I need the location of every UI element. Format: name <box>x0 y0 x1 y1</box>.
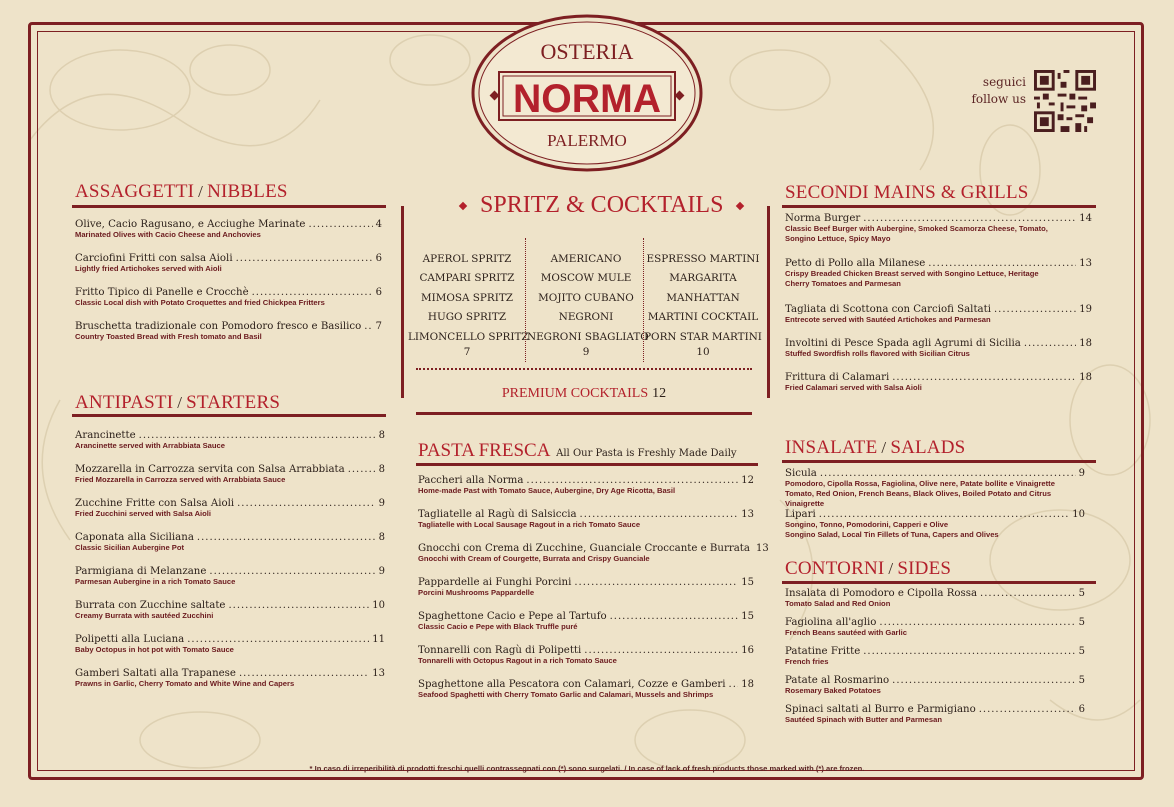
cocktail-name: MARGARITA <box>669 272 737 285</box>
leader-dots <box>892 675 1075 686</box>
item-name: Spaghettone alla Pescatora con Calamari, Cozze e Gamberi <box>418 679 726 690</box>
menu-item <box>75 219 382 240</box>
item-name: Lipari <box>785 509 816 520</box>
menu-item <box>75 430 385 451</box>
cocktail-name: ESPRESSO MARTINI <box>646 253 760 265</box>
cocktail-name: MOJITO CUBANO <box>538 291 634 304</box>
item-price: 8 <box>378 464 385 475</box>
mains-rule <box>782 205 1096 208</box>
footnote: * In caso di irreperibilità di prodotti freschi quelli contrassegnati con (*) sono surgelati. / In case of lack of fresh products those marked with (*) are frozen. <box>309 764 865 773</box>
item-price: 19 <box>1079 304 1092 315</box>
cocktails-heading: SPRITZ & COCKTAILS <box>446 192 734 219</box>
menu-item <box>75 253 382 274</box>
item-price: 9 <box>378 498 385 509</box>
menu-item <box>418 679 754 700</box>
item-price: 6 <box>375 287 382 298</box>
item-name: Patate al Rosmarino <box>785 675 890 686</box>
menu-item <box>418 577 754 598</box>
item-name: Sicula <box>785 468 817 479</box>
cocktail-name: MOSCOW MULE <box>540 272 632 285</box>
cocktails-bottom-rule <box>416 412 752 415</box>
item-price: 5 <box>1078 617 1085 628</box>
item-description: Songino Salad, Local Tin Fillets of Tuna, Capers and Olives <box>785 530 999 539</box>
item-price: 5 <box>1078 675 1085 686</box>
item-description: Home-made Past with Tomato Sauce, Aubergine, Dry Age Ricotta, Basil <box>418 486 676 495</box>
item-description: Creamy Burrata with sautéed Zucchini <box>75 611 214 620</box>
item-name: Tonnarelli con Ragù di Polipetti <box>418 645 582 656</box>
cocktail-name: APEROL SPRITZ <box>422 253 512 265</box>
item-description: Stuffed Swordfish rolls flavored with Sicilian Citrus <box>785 349 970 358</box>
social-label-it: seguici <box>982 75 1026 89</box>
cocktail-name: PORN STAR MARTINI <box>644 330 762 343</box>
item-description: Prawns in Garlic, Cherry Tomato and White Wine and Capers <box>75 679 295 688</box>
item-price: 10 <box>372 600 385 611</box>
item-price: 5 <box>1078 646 1085 657</box>
cocktails-column-3 <box>644 250 762 347</box>
cocktail-name: LIMONCELLO SPRITZ <box>408 330 529 343</box>
item-price: 12 <box>741 475 754 486</box>
cocktail-name: AMERICANO <box>550 253 622 265</box>
leader-dots <box>236 253 373 264</box>
item-name: Gamberi Saltati alla Trapanese <box>75 668 236 679</box>
item-name: Gnocchi con Crema di Zucchine, Guanciale Croccante e Burrata <box>418 543 750 554</box>
diamond-icon <box>459 202 467 210</box>
leader-dots <box>308 219 372 230</box>
menu-item <box>75 532 385 553</box>
item-price: 13 <box>741 509 754 520</box>
item-price: 11 <box>372 634 385 645</box>
item-description: Classic Local dish with Potato Croquettes and fried Chickpea Fritters <box>75 298 325 307</box>
menu-item <box>418 645 754 666</box>
leader-dots <box>348 464 376 475</box>
social-qr-block <box>966 70 1098 134</box>
leader-dots <box>139 430 376 441</box>
item-description: Sautéed Spinach with Butter and Parmesan <box>785 715 942 724</box>
item-description: Entrecote served with Sautéed Artichokes and Parmesan <box>785 315 991 324</box>
cocktail-name: MIMOSA SPRITZ <box>420 291 513 304</box>
leader-dots <box>729 679 739 690</box>
item-price: 9 <box>1078 468 1085 479</box>
menu-item <box>785 646 1085 667</box>
item-price: 18 <box>1079 372 1092 383</box>
item-description: Fried Mozzarella in Carrozza served with Arrabbiata Sauce <box>75 475 286 484</box>
item-description: Porcini Mushrooms Pappardelle <box>418 588 535 597</box>
leader-dots <box>863 646 1075 657</box>
nibbles-heading: ASSAGGETTI / NIBBLES <box>75 181 288 202</box>
leader-dots <box>863 213 1076 224</box>
leader-dots <box>580 509 739 520</box>
item-price: 13 <box>1079 258 1092 269</box>
osteria-norma-logo <box>471 14 703 172</box>
item-description: Arancinette served with Arrabbiata Sauce <box>75 441 225 450</box>
item-price: 6 <box>375 253 382 264</box>
item-name: Fritto Tipico di Panelle e Crocchè <box>75 287 249 298</box>
pasta-heading: PASTA FRESCA All Our Pasta is Freshly Made Daily <box>418 440 737 461</box>
starters-rule <box>72 414 386 417</box>
item-name: Insalata di Pomodoro e Cipolla Rossa <box>785 588 978 599</box>
leader-dots <box>820 468 1076 479</box>
cocktails-dotted-rule <box>416 368 752 370</box>
leader-dots <box>819 509 1070 520</box>
item-description: Lightly fried Artichokes served with Aioli <box>75 264 222 273</box>
item-name: Mozzarella in Carrozza servita con Salsa Arrabbiata <box>75 464 345 475</box>
svg-text:OSTERIA: OSTERIA <box>540 39 634 64</box>
item-name: Paccheri alla Norma <box>418 475 524 486</box>
cocktail-name: MARTINI COCKTAIL <box>647 311 759 324</box>
leader-dots <box>980 588 1076 599</box>
cocktails-column-1 <box>408 250 529 347</box>
item-price: 4 <box>375 219 382 230</box>
svg-text:PALERMO: PALERMO <box>547 131 627 150</box>
item-name: Burrata con Zucchine saltate <box>75 600 226 611</box>
leader-dots <box>187 634 369 645</box>
leader-dots <box>209 566 375 577</box>
item-price: 8 <box>378 532 385 543</box>
item-name: Zucchine Fritte con Salsa Aioli <box>75 498 235 509</box>
item-description: French Beans sautéed with Garlic <box>785 628 907 637</box>
item-price: 5 <box>1078 588 1085 599</box>
menu-item <box>785 338 1092 359</box>
menu-item <box>785 304 1092 325</box>
item-name: Involtini di Pesce Spada agli Agrumi di Sicilia <box>785 338 1021 349</box>
cocktails-price-2: 9 <box>582 346 590 358</box>
menu-item <box>785 588 1085 609</box>
leader-dots <box>364 321 372 332</box>
item-price: 14 <box>1079 213 1092 224</box>
qr-code-icon[interactable] <box>1034 70 1096 132</box>
menu-item <box>75 321 382 342</box>
item-description: Parmesan Aubergine in a rich Tomato Sauce <box>75 577 236 586</box>
item-description: Country Toasted Bread with Fresh tomato and Basil <box>75 332 262 341</box>
item-description: Seafood Spaghetti with Cherry Tomato Garlic and Calamari, Mussels and Shrimps <box>418 690 714 699</box>
cocktails-divider <box>525 238 526 362</box>
menu-item <box>418 475 754 496</box>
leader-dots <box>879 617 1075 628</box>
item-price: 15 <box>741 577 754 588</box>
item-name: Olive, Cacio Ragusano, e Acciughe Marinate <box>75 219 306 230</box>
item-name: Frittura di Calamari <box>785 372 890 383</box>
item-name: Caponata alla Siciliana <box>75 532 194 543</box>
leader-dots <box>237 498 376 509</box>
item-description: Fried Zucchini served with Salsa Aioli <box>75 509 212 518</box>
item-description: Fried Calamari served with Salsa Aioli <box>785 383 922 392</box>
item-name: Tagliatelle al Ragù di Salsiccia <box>418 509 577 520</box>
menu-item <box>75 498 385 519</box>
leader-dots <box>584 645 738 656</box>
item-name: Spaghettone Cacio e Pepe al Tartufo <box>418 611 607 622</box>
svg-text:NORMA: NORMA <box>513 77 661 121</box>
menu-item <box>785 509 1085 540</box>
item-description: Tonnarelli with Octopus Ragout in a rich Tomato Sauce <box>418 656 617 665</box>
menu-item <box>785 675 1085 696</box>
item-description: Crispy Breaded Chicken Breast served with Songino Lettuce, Heritage <box>785 269 1039 278</box>
item-name: Bruschetta tradizionale con Pomodoro fresco e Basilico <box>75 321 362 332</box>
leader-dots <box>197 532 376 543</box>
item-description: Tomato Salad and Red Onion <box>785 599 891 608</box>
item-price: 16 <box>741 645 754 656</box>
cocktail-name: HUGO SPRITZ <box>427 311 507 324</box>
leader-dots <box>994 304 1076 315</box>
cocktails-price-1: 7 <box>463 346 471 358</box>
item-price: 13 <box>755 543 769 554</box>
cocktails-divider <box>643 238 644 362</box>
item-description: Classic Beef Burger with Aubergine, Smoked Scamorza Cheese, Tomato, <box>785 224 1048 233</box>
leader-dots <box>928 258 1076 269</box>
item-description: Songino Lettuce, Spicy Mayo <box>785 234 891 243</box>
item-price: 9 <box>378 566 385 577</box>
menu-item <box>418 509 754 530</box>
cocktails-column-2 <box>527 250 649 347</box>
leader-dots <box>892 372 1076 383</box>
item-price: 8 <box>378 430 385 441</box>
menu-item <box>75 287 382 308</box>
item-price: 15 <box>741 611 754 622</box>
menu-item <box>785 704 1085 725</box>
item-name: Patatine Fritte <box>785 646 861 657</box>
item-description: French fries <box>785 657 829 666</box>
item-name: Petto di Pollo alla Milanese <box>785 258 926 269</box>
leader-dots <box>574 577 738 588</box>
cocktails-right-rule <box>767 206 770 398</box>
item-name: Spinaci saltati al Burro e Parmigiano <box>785 704 976 715</box>
nibbles-rule <box>72 205 386 208</box>
leader-dots <box>526 475 738 486</box>
item-name: Carciofini Fritti con salsa Aioli <box>75 253 233 264</box>
leader-dots <box>239 668 369 679</box>
cocktail-name: NEGRONI <box>558 311 614 324</box>
item-price: 18 <box>741 679 754 690</box>
item-price: 18 <box>1079 338 1092 349</box>
item-name: Tagliata di Scottona con Carciofi Saltati <box>785 304 991 315</box>
item-description: Classic Cacio e Pepe with Black Truffle puré <box>418 622 578 631</box>
item-description: Baby Octopus in hot pot with Tomato Sauce <box>75 645 234 654</box>
item-name: Fagiolina all'aglio <box>785 617 877 628</box>
menu-item <box>785 372 1092 393</box>
item-description: Classic Sicilian Aubergine Pot <box>75 543 185 552</box>
premium-cocktails: PREMIUM COCKTAILS 12 <box>501 386 667 401</box>
starters-heading: ANTIPASTI / STARTERS <box>75 392 281 413</box>
salads-rule <box>782 460 1096 463</box>
item-price: 6 <box>1078 704 1085 715</box>
item-description: Pomodoro, Cipolla Rossa, Fagiolina, Olive nere, Patate bollite e Vinaigrette <box>785 479 1055 488</box>
cocktail-name: MANHATTAN <box>666 291 740 304</box>
menu-item <box>785 213 1092 244</box>
cocktail-name: CAMPARI SPRITZ <box>419 272 515 285</box>
cocktails-left-rule <box>401 206 404 398</box>
cocktail-name: NEGRONI SBAGLIATO <box>527 330 649 343</box>
cocktails-price-3: 10 <box>696 346 710 358</box>
menu-item <box>785 468 1085 509</box>
mains-heading: SECONDI MAINS & GRILLS <box>785 182 1029 203</box>
item-name: Pappardelle ai Funghi Porcini <box>418 577 572 588</box>
item-price: 13 <box>372 668 385 679</box>
item-description: Tomato, Red Onion, French Beans, Black Olives, Boiled Potato and Citrus Vinaigrette <box>785 489 1052 508</box>
leader-dots <box>252 287 373 298</box>
item-name: Parmigiana di Melanzane <box>75 566 207 577</box>
menu-item <box>785 617 1085 638</box>
item-description: Marinated Olives with Cacio Cheese and Anchovies <box>75 230 261 239</box>
item-price: 7 <box>375 321 382 332</box>
pasta-rule <box>416 463 758 466</box>
leader-dots <box>979 704 1076 715</box>
item-name: Norma Burger <box>785 213 861 224</box>
item-name: Arancinette <box>75 430 136 441</box>
leader-dots <box>610 611 739 622</box>
item-description: Gnocchi with Cream of Courgette, Burrata and Crispy Guanciale <box>418 554 650 563</box>
item-description: Rosemary Baked Potatoes <box>785 686 881 695</box>
sides-heading: CONTORNI / SIDES <box>785 558 952 579</box>
menu-item <box>75 464 385 485</box>
menu-item <box>785 258 1092 289</box>
item-description: Tagliatelle with Local Sausage Ragout in a rich Tomato Sauce <box>418 520 641 529</box>
sides-rule <box>782 581 1096 584</box>
menu-item <box>75 600 385 621</box>
item-description: Songino, Tonno, Pomodorini, Capperi e Olive <box>785 520 949 529</box>
item-price: 10 <box>1072 509 1085 520</box>
menu-item <box>418 611 754 632</box>
leader-dots <box>228 600 369 611</box>
item-name: Polipetti alla Luciana <box>75 634 185 645</box>
item-description: Cherry Tomatoes and Parmesan <box>785 279 901 288</box>
salads-heading: INSALATE / SALADS <box>785 437 966 458</box>
menu-item <box>75 566 385 587</box>
leader-dots <box>1024 338 1076 349</box>
menu-item <box>418 543 769 564</box>
menu-item <box>75 634 385 655</box>
menu-item <box>75 668 385 689</box>
social-label-en: follow us <box>971 92 1026 106</box>
